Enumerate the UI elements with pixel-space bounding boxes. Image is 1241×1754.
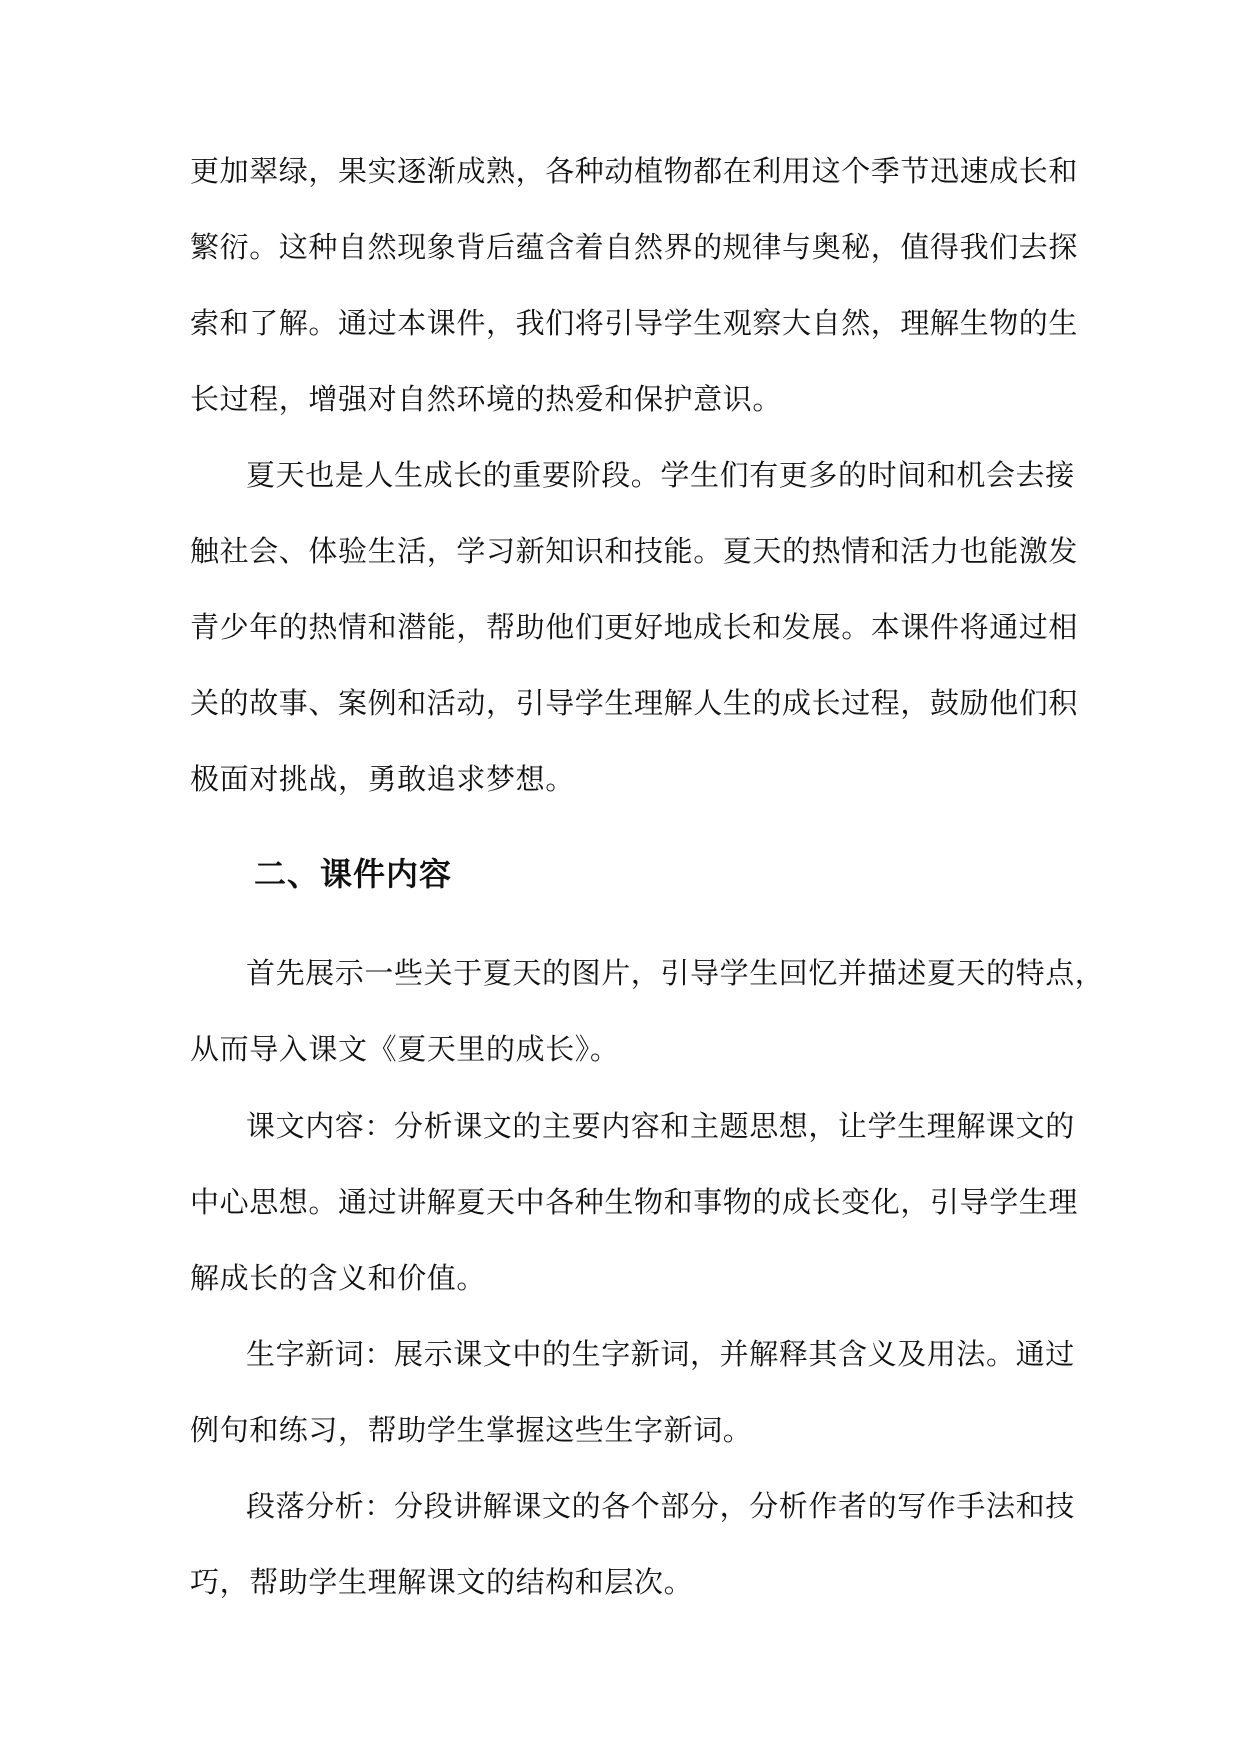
paragraph-5-line-2: 例句和练习，帮助学生掌握这些生字新词。 bbox=[190, 1413, 753, 1447]
paragraph-3-line-1: 首先展示一些关于夏天的图片，引导学生回忆并描述夏天的特点， bbox=[246, 956, 1105, 990]
paragraph-2-line-4: 关的故事、案例和活动，引导学生理解人生的成长过程，鼓励他们积 bbox=[190, 686, 1079, 720]
paragraph-6-line-2: 巧，帮助学生理解课文的结构和层次。 bbox=[190, 1565, 694, 1599]
paragraph-6-line-1: 段落分析：分段讲解课文的各个部分，分析作者的写作手法和技 bbox=[246, 1489, 1075, 1523]
paragraph-5-line-1: 生字新词：展示课文中的生字新词，并解释其含义及用法。通过 bbox=[246, 1337, 1075, 1371]
section-heading: 二、课件内容 bbox=[254, 855, 453, 893]
paragraph-1-line-4: 长过程，增强对自然环境的热爱和保护意识。 bbox=[190, 382, 783, 416]
paragraph-1-line-1: 更加翠绿，果实逐渐成熟，各种动植物都在利用这个季节迅速成长和 bbox=[190, 154, 1079, 188]
paragraph-1-line-2: 繁衍。这种自然现象背后蕴含着自然界的规律与奥秘，值得我们去探 bbox=[190, 230, 1079, 264]
paragraph-2-line-3: 青少年的热情和潜能，帮助他们更好地成长和发展。本课件将通过相 bbox=[190, 610, 1079, 644]
paragraph-4-line-1: 课文内容：分析课文的主要内容和主题思想，让学生理解课文的 bbox=[246, 1109, 1075, 1143]
paragraph-4-line-2: 中心思想。通过讲解夏天中各种生物和事物的成长变化，引导学生理 bbox=[190, 1185, 1079, 1219]
paragraph-4-line-3: 解成长的含义和价值。 bbox=[190, 1261, 487, 1295]
paragraph-2-line-2: 触社会、体验生活，学习新知识和技能。夏天的热情和活力也能激发 bbox=[190, 534, 1079, 568]
paragraph-2-line-5: 极面对挑战，勇敢追求梦想。 bbox=[190, 762, 575, 796]
paragraph-1-line-3: 索和了解。通过本课件，我们将引导学生观察大自然，理解生物的生 bbox=[190, 306, 1079, 340]
paragraph-2-line-1: 夏天也是人生成长的重要阶段。学生们有更多的时间和机会去接 bbox=[246, 458, 1075, 492]
paragraph-3-line-2: 从而导入课文《夏天里的成长》。 bbox=[190, 1032, 620, 1066]
